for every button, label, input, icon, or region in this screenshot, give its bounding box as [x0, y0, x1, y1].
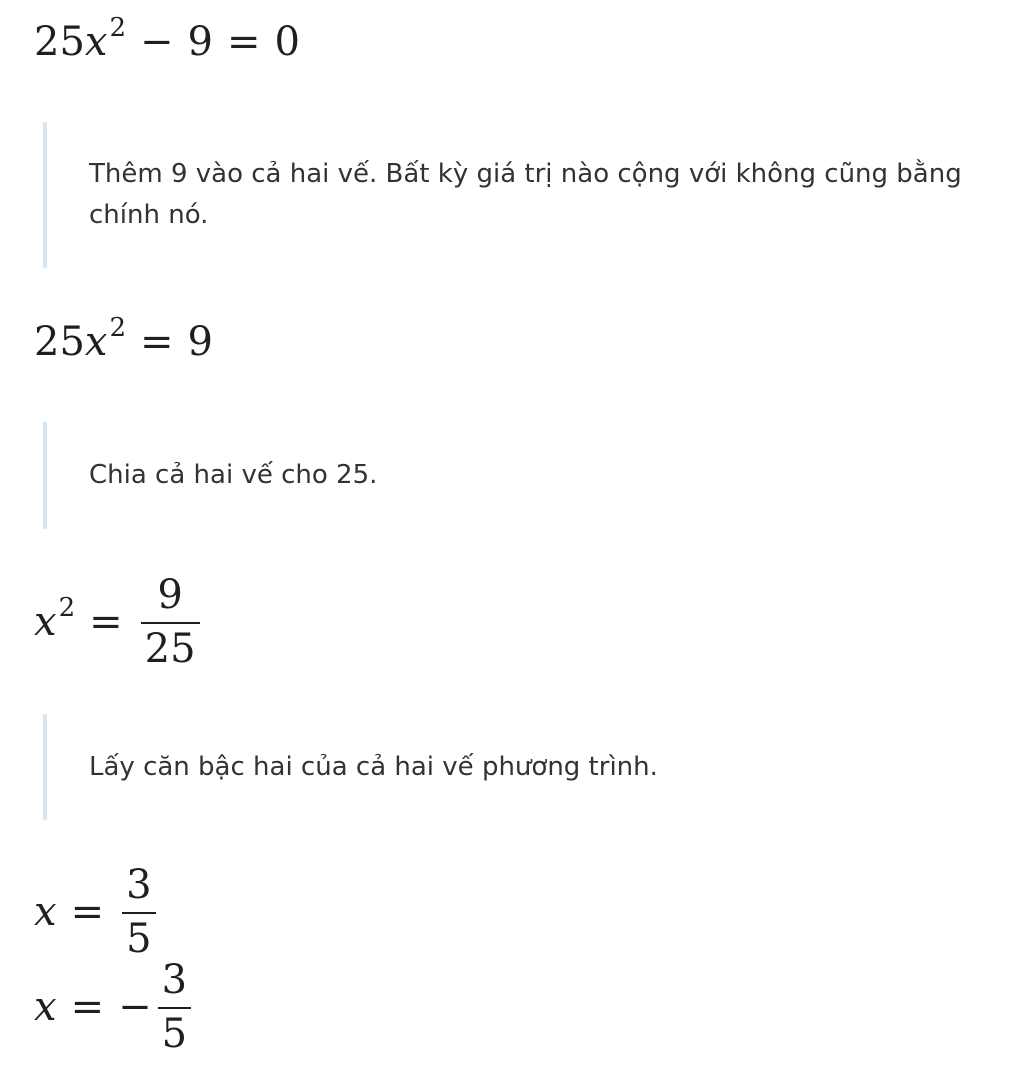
equals-sign: =	[226, 19, 261, 65]
denominator: 5	[161, 1011, 188, 1057]
solution-negative	[34, 957, 195, 1057]
equals-sign: =	[89, 599, 123, 645]
step-text: Thêm 9 vào cả hai vế. Bất kỳ giá trị nào cộng với không cũng bằng chính nó.	[89, 159, 962, 230]
fraction	[141, 572, 200, 672]
step-explanation-2	[43, 422, 973, 529]
solution-positive	[34, 862, 160, 962]
numerator: 3	[161, 957, 188, 1003]
negative-sign: −	[118, 984, 152, 1030]
equation-step-2	[34, 313, 213, 365]
fraction-bar	[158, 1007, 191, 1009]
exponent: 2	[58, 593, 76, 623]
variable: x	[84, 19, 108, 65]
equals-sign: =	[70, 984, 105, 1030]
variable: x	[84, 319, 108, 365]
minus-sign: −	[140, 19, 174, 65]
variable: x	[34, 984, 57, 1030]
equation-original	[34, 13, 300, 65]
equals-sign: =	[140, 319, 174, 365]
step-explanation-3	[43, 714, 973, 820]
right-hand-side: 9	[187, 319, 213, 365]
fraction-bar	[122, 912, 155, 914]
step-explanation-1	[43, 122, 973, 268]
equation-step-3	[34, 572, 204, 672]
exponent: 2	[109, 313, 127, 343]
denominator: 25	[144, 626, 196, 672]
fraction-bar	[141, 622, 200, 624]
constant: 9	[187, 19, 213, 65]
step-text: Lấy căn bậc hai của cả hai vế phương trình.	[89, 751, 658, 782]
exponent: 2	[109, 13, 127, 43]
numerator: 9	[157, 572, 183, 618]
fraction	[122, 862, 155, 962]
coefficient: 25	[34, 19, 85, 65]
variable: x	[34, 889, 57, 935]
numerator: 3	[126, 862, 152, 908]
fraction	[158, 957, 191, 1057]
coefficient: 25	[34, 319, 85, 365]
step-text: Chia cả hai vế cho 25.	[89, 460, 378, 490]
denominator: 5	[126, 916, 152, 962]
equals-sign: =	[70, 889, 105, 935]
variable: x	[34, 599, 57, 645]
right-hand-side: 0	[274, 19, 300, 65]
